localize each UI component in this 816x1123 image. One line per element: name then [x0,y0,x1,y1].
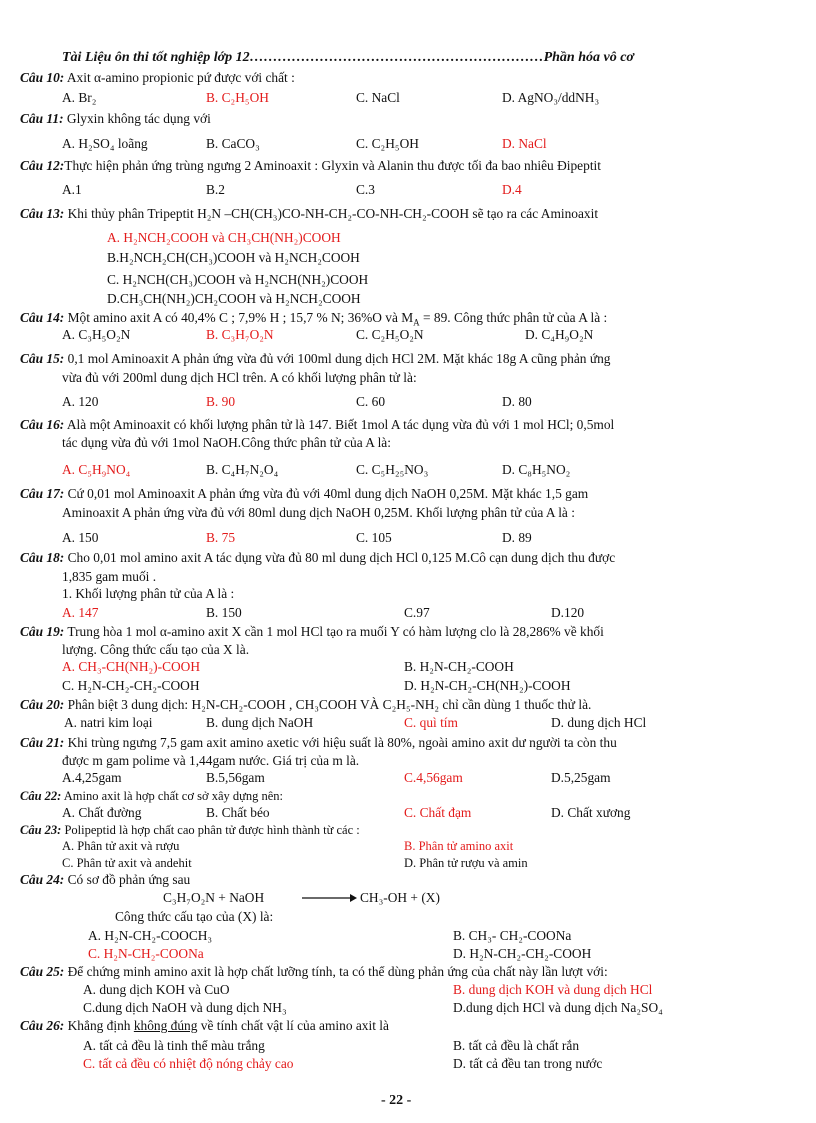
question-25 [20,964,608,980]
question-stem: Amino axit là hợp chất cơ sở xây dựng nên: [61,789,284,803]
option-c: C. H₂NCH(CH₃)COOH và H₂NCH(NH₂)COOH [107,272,369,287]
question-label: Câu 26: [20,1018,65,1033]
question-21 [20,735,617,751]
question-18 [20,550,615,566]
question-stem: Có sơ đồ phản ứng sau [64,872,191,887]
question-label: Câu 22: [20,789,62,803]
option-a: A.4,25gam [62,770,122,785]
question-label: Câu 13: [20,206,65,221]
option-a-answer: A. H₂NCH₂COOH và CH₃CH(NH₂)COOH [107,230,341,245]
question-12 [20,158,601,174]
question-label: Câu 21: [20,735,65,750]
option-a: A. Br₂ [62,90,97,105]
question-label: Câu 16: [20,417,65,432]
option-c: C. C₂H₅OH [356,136,419,151]
question-22 [20,788,283,804]
question-stem: Khi thủy phân Tripeptit H₂N –CH(CH₃)CO-NH-CH₂-CO-NH-CH₂-COOH sẽ tạo ra các Aminoaxit [64,206,599,221]
question-label: Câu 25: [20,964,65,979]
option-a: A. 120 [62,394,99,409]
question-label: Câu 11: [20,111,64,126]
option-a: A. Phân tử axit và rượu [62,839,180,853]
question-stem-cont: Aminoaxit A phản ứng vừa đủ với 80ml dung dịch NaOH 0,25M. Khối lượng phân tử của A là : [62,505,575,520]
page-header [62,50,634,66]
option-b: B.H₂NCH₂CH(CH₃)COOH và H₂NCH₂COOH [107,250,360,265]
question-label: Câu 19: [20,624,65,639]
option-a: A. H₂SO₄ loãng [62,136,148,151]
option-d: D. 80 [502,394,532,409]
option-a: A. tất cả đều là tinh thể màu trắng [83,1038,265,1053]
option-b-answer: B. Phân tử amino axit [404,839,514,853]
question-20 [20,697,591,713]
option-b: B. dung dịch NaOH [206,715,314,730]
option-d: D. C₈H₅NO₂ [502,462,571,477]
question-stem-end: về tính chất vật lí của amino axit là [197,1018,389,1033]
question-label: Câu 12: [20,158,65,173]
option-b: B. C₄H₇N₂O₄ [206,462,279,477]
question-stem: Để chứng minh amino axit là hợp chất lưỡng tính, ta có thể dùng phản ứng của chất này lần lượt với: [64,964,608,979]
option-c-answer: C. tất cả đều có nhiệt độ nóng chảy cao [83,1056,294,1071]
option-d: D. 89 [502,530,532,545]
header-left: Tài Liệu ôn thi tốt nghiệp lớp 12 [62,50,250,65]
option-b: B.5,56gam [206,770,265,785]
question-label: Câu 17: [20,486,65,501]
option-c-answer: C. H₂N-CH₂-COONa [88,946,204,961]
option-b-answer: B. dung dịch KOH và dung dịch HCl [453,982,653,997]
option-b-answer: B. 75 [206,530,236,545]
question-label: Câu 15: [20,351,65,366]
option-d: D. tất cả đều tan trong nước [453,1056,603,1071]
option-b-answer: B. C₃H₇O₂N [206,327,274,342]
question-stem-cont: Công thức cấu tạo của (X) là: [115,909,274,924]
option-c-answer: C. quì tím [404,715,458,730]
option-a-answer: A. 147 [62,605,99,620]
option-a: A. dung dịch KOH và CuO [83,982,230,997]
option-c: C. H₂N-CH₂-CH₂-COOH [62,678,200,693]
option-c: C.dung dịch NaOH và dung dịch NH₃ [83,1000,287,1015]
question-label: Câu 20: [20,697,65,712]
question-stem: Phân biệt 3 dung dịch: H₂N-CH₂-COOH , CH₃COOH VÀ C₂H₅-NH₂ chỉ cần dùng 1 thuốc thử là. [64,697,592,712]
option-c: C. 105 [356,530,392,545]
option-d: D. Phân tử rượu và amin [404,856,528,870]
option-a: A. Chất đường [62,805,142,820]
option-a-answer: A. CH₃-CH(NH₂)-COOH [62,659,201,674]
option-d-answer: D. NaCl [502,136,547,151]
option-b: B. Chất béo [206,805,270,820]
question-stem-emphasis: không đúng [133,1018,198,1033]
option-d: D. Chất xương [551,805,631,820]
question-stem: Alà một Aminoaxit có khối lượng phân tử là 147. Biết 1mol A tác dụng vừa đủ với 1 mol HCl; 0,5mol [64,417,615,432]
option-d-answer: D.4 [502,182,522,197]
question-stem: Khi trùng ngưng 7,5 gam axit amino axetic với hiệu suất là 80%, ngoài amino axit dư người ta còn thu [64,735,617,750]
question-15 [20,351,611,367]
question-subpart: 1. Khối lượng phân tử của A là : [62,586,235,601]
question-label: Câu 10: [20,70,65,85]
option-a: A. H₂N-CH₂-COOCH₃ [88,928,213,943]
question-24 [20,872,190,888]
reaction-reactants: C₃H₇O₂N + NaOH [163,890,265,905]
question-label: Câu 23: [20,823,62,837]
question-13 [20,206,598,222]
header-dots: ……………………………………………………… [249,50,544,65]
option-d: D. dung dịch HCl [551,715,647,730]
question-stem-cont: được m gam polime và 1,44gam nước. Giá trị của m là. [62,753,360,768]
question-stem: Polipeptid là hợp chất cao phân tử được hình thành từ các : [61,823,360,837]
option-c: C. NaCl [356,90,400,105]
question-stem: Trung hòa 1 mol α-amino axit X cần 1 mol HCl tạo ra muối Y có hàm lượng clo là 28,286% về khối [64,624,604,639]
question-26 [20,1018,389,1034]
page-number: - 22 - [381,1093,412,1108]
option-a-answer: A. C₅H₉NO₄ [62,462,131,477]
option-c: C. Phân tử axit và andehit [62,856,192,870]
question-label: Câu 18: [20,550,65,565]
question-23 [20,822,360,838]
question-stem: Cho 0,01 mol amino axit A tác dụng vừa đủ 80 ml dung dịch HCl 0,125 M.Cô cạn dung dịch thu được [64,550,616,565]
option-c: C.3 [356,182,375,197]
option-a: A. C₃H₅O₂N [62,327,131,342]
option-d: D. H₂N-CH₂-CH₂-COOH [453,946,592,961]
question-label: Câu 14: [20,310,65,325]
reaction-products: CH₃-OH + (X) [360,890,440,905]
option-a: A.1 [62,182,82,197]
question-stem-cont: tác dụng vừa đủ với 1mol NaOH.Công thức phân tử của A là: [62,435,391,450]
option-d: D. AgNO₃/ddNH₃ [502,90,600,105]
question-17 [20,486,588,502]
option-d: D. C₄H₉O₂N [525,327,594,342]
question-stem-cont: lượng. Công thức cấu tạo của X là. [62,642,250,657]
question-stem: Khẳng định [64,1018,134,1033]
option-c: C. C₂H₅O₂N [356,327,424,342]
option-c-answer: C.4,56gam [404,770,463,785]
header-right: Phần hóa vô cơ [543,50,634,65]
option-b: B. tất cả đều là chất rắn [453,1038,580,1053]
option-c: C. 60 [356,394,386,409]
subscript-a: A [413,317,420,328]
question-stem: Glyxin không tác dụng với [63,111,211,126]
option-b: B. CaCO₃ [206,136,260,151]
option-c: C.97 [404,605,430,620]
question-10 [20,70,295,86]
option-b: B. CH₃- CH₂-COONa [453,928,572,943]
question-stem-cont: 1,835 gam muối . [62,569,157,584]
option-b-answer: B. C₂H₅OH [206,90,269,105]
option-a: A. 150 [62,530,99,545]
question-stem: Một amino axit A có 40,4% C ; 7,9% H ; 15,7 % N; 36%O và M [64,310,414,325]
question-stem: 0,1 mol Aminoaxit A phản ứng vừa đủ với 100ml dung dịch HCl 2M. Mặt khác 18g A cũng phản ứng [64,351,611,366]
option-a: A. natri kim loại [64,715,153,730]
option-c-answer: C. Chất đạm [404,805,472,820]
question-11 [20,111,211,127]
option-d: D.120 [551,605,585,620]
question-label: Câu 24: [20,872,65,887]
option-d: D.5,25gam [551,770,611,785]
question-stem-end: = 89. Công thức phân tử của A là : [419,310,608,325]
option-d: D. H₂N-CH₂-CH(NH₂)-COOH [404,678,571,693]
option-d: D.CH₃CH(NH₂)CH₂COOH và H₂NCH₂COOH [107,291,361,306]
option-b-answer: B. 90 [206,394,236,409]
question-stem: Cứ 0,01 mol Aminoaxit A phản ứng vừa đủ với 40ml dung dịch NaOH 0,25M. Mặt khác 1,5 gam [64,486,589,501]
question-16 [20,417,614,433]
question-stem-cont: vừa đủ với 200ml dung dịch HCl trên. A có khối lượng phân tử là: [62,370,417,385]
question-stem: Axit α-amino propionic pứ được với chất : [64,70,295,85]
option-b: B. 150 [206,605,242,620]
question-stem: Thực hiện phản ứng trùng ngưng 2 Aminoaxit : Glyxin và Alanin thu được tối đa bao nhiêu Đipeptit [64,158,601,173]
reaction-arrow-icon [300,892,358,904]
option-c: C. C₅H₂₅NO₃ [356,462,429,477]
option-b: B. H₂N-CH₂-COOH [404,659,514,674]
option-b: B.2 [206,182,225,197]
question-19 [20,624,604,640]
option-d: D.dung dịch HCl và dung dịch Na₂SO₄ [453,1000,663,1015]
